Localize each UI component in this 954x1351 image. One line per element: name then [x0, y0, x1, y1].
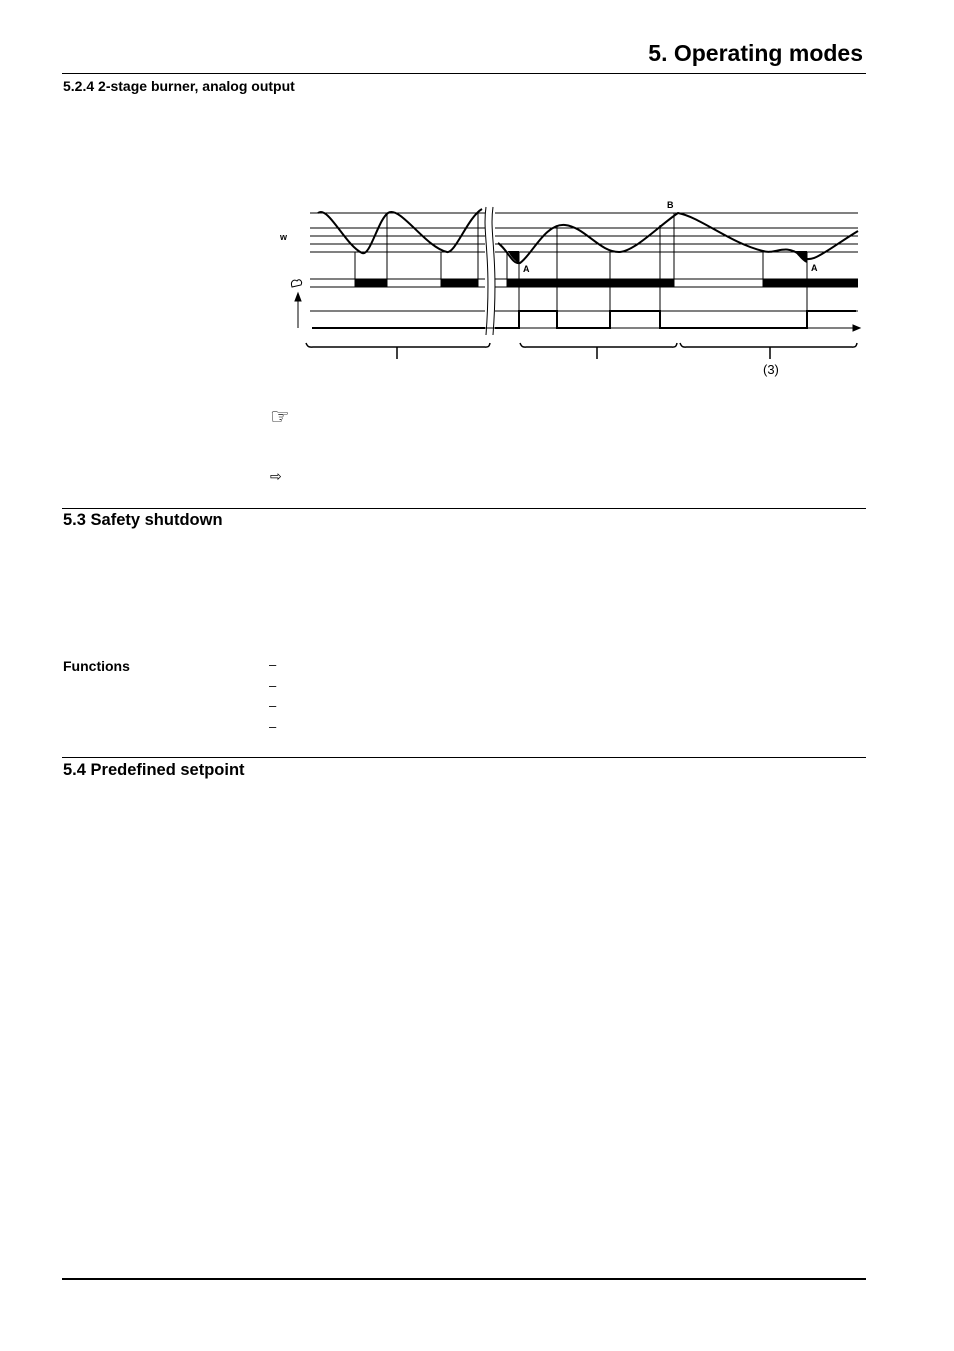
arrow-right-icon: ⇨: [270, 468, 282, 484]
burner-stage-bars: [355, 279, 858, 287]
burner-timing-diagram: [270, 195, 870, 380]
output-arrow-icon: [295, 293, 301, 301]
list-item-dash: –: [269, 698, 277, 713]
section-heading-5-2-4: 5.2.4 2-stage burner, analog output: [63, 78, 295, 94]
bracket-3-label: (3): [763, 362, 779, 377]
a-label-2: A: [811, 263, 818, 273]
a-label-1: A: [523, 264, 530, 274]
w-label: w: [280, 232, 288, 242]
header-rule: [62, 73, 866, 74]
page-title: 5. Operating modes: [648, 40, 863, 66]
b-label: B: [667, 200, 674, 210]
section-heading-5-3: 5.3 Safety shutdown: [63, 511, 223, 529]
break-marks: [485, 207, 495, 335]
undershoot-area-a2: [794, 251, 807, 263]
list-item-dash: –: [269, 719, 277, 734]
interval-brackets: [306, 343, 857, 359]
footer-rule: [62, 1278, 866, 1280]
list-item-dash: –: [269, 678, 277, 693]
list-item-dash: –: [269, 657, 277, 672]
section-rule-5-4: [62, 757, 866, 758]
section-rule-5-3: [62, 508, 866, 509]
functions-label: Functions: [63, 658, 130, 674]
hand-pointer-icon: ☞: [270, 404, 290, 429]
output-signal: [312, 311, 856, 328]
burner-flame-icon: [291, 280, 301, 287]
section-heading-5-4: 5.4 Predefined setpoint: [63, 761, 245, 779]
reference-lines: [310, 213, 858, 311]
